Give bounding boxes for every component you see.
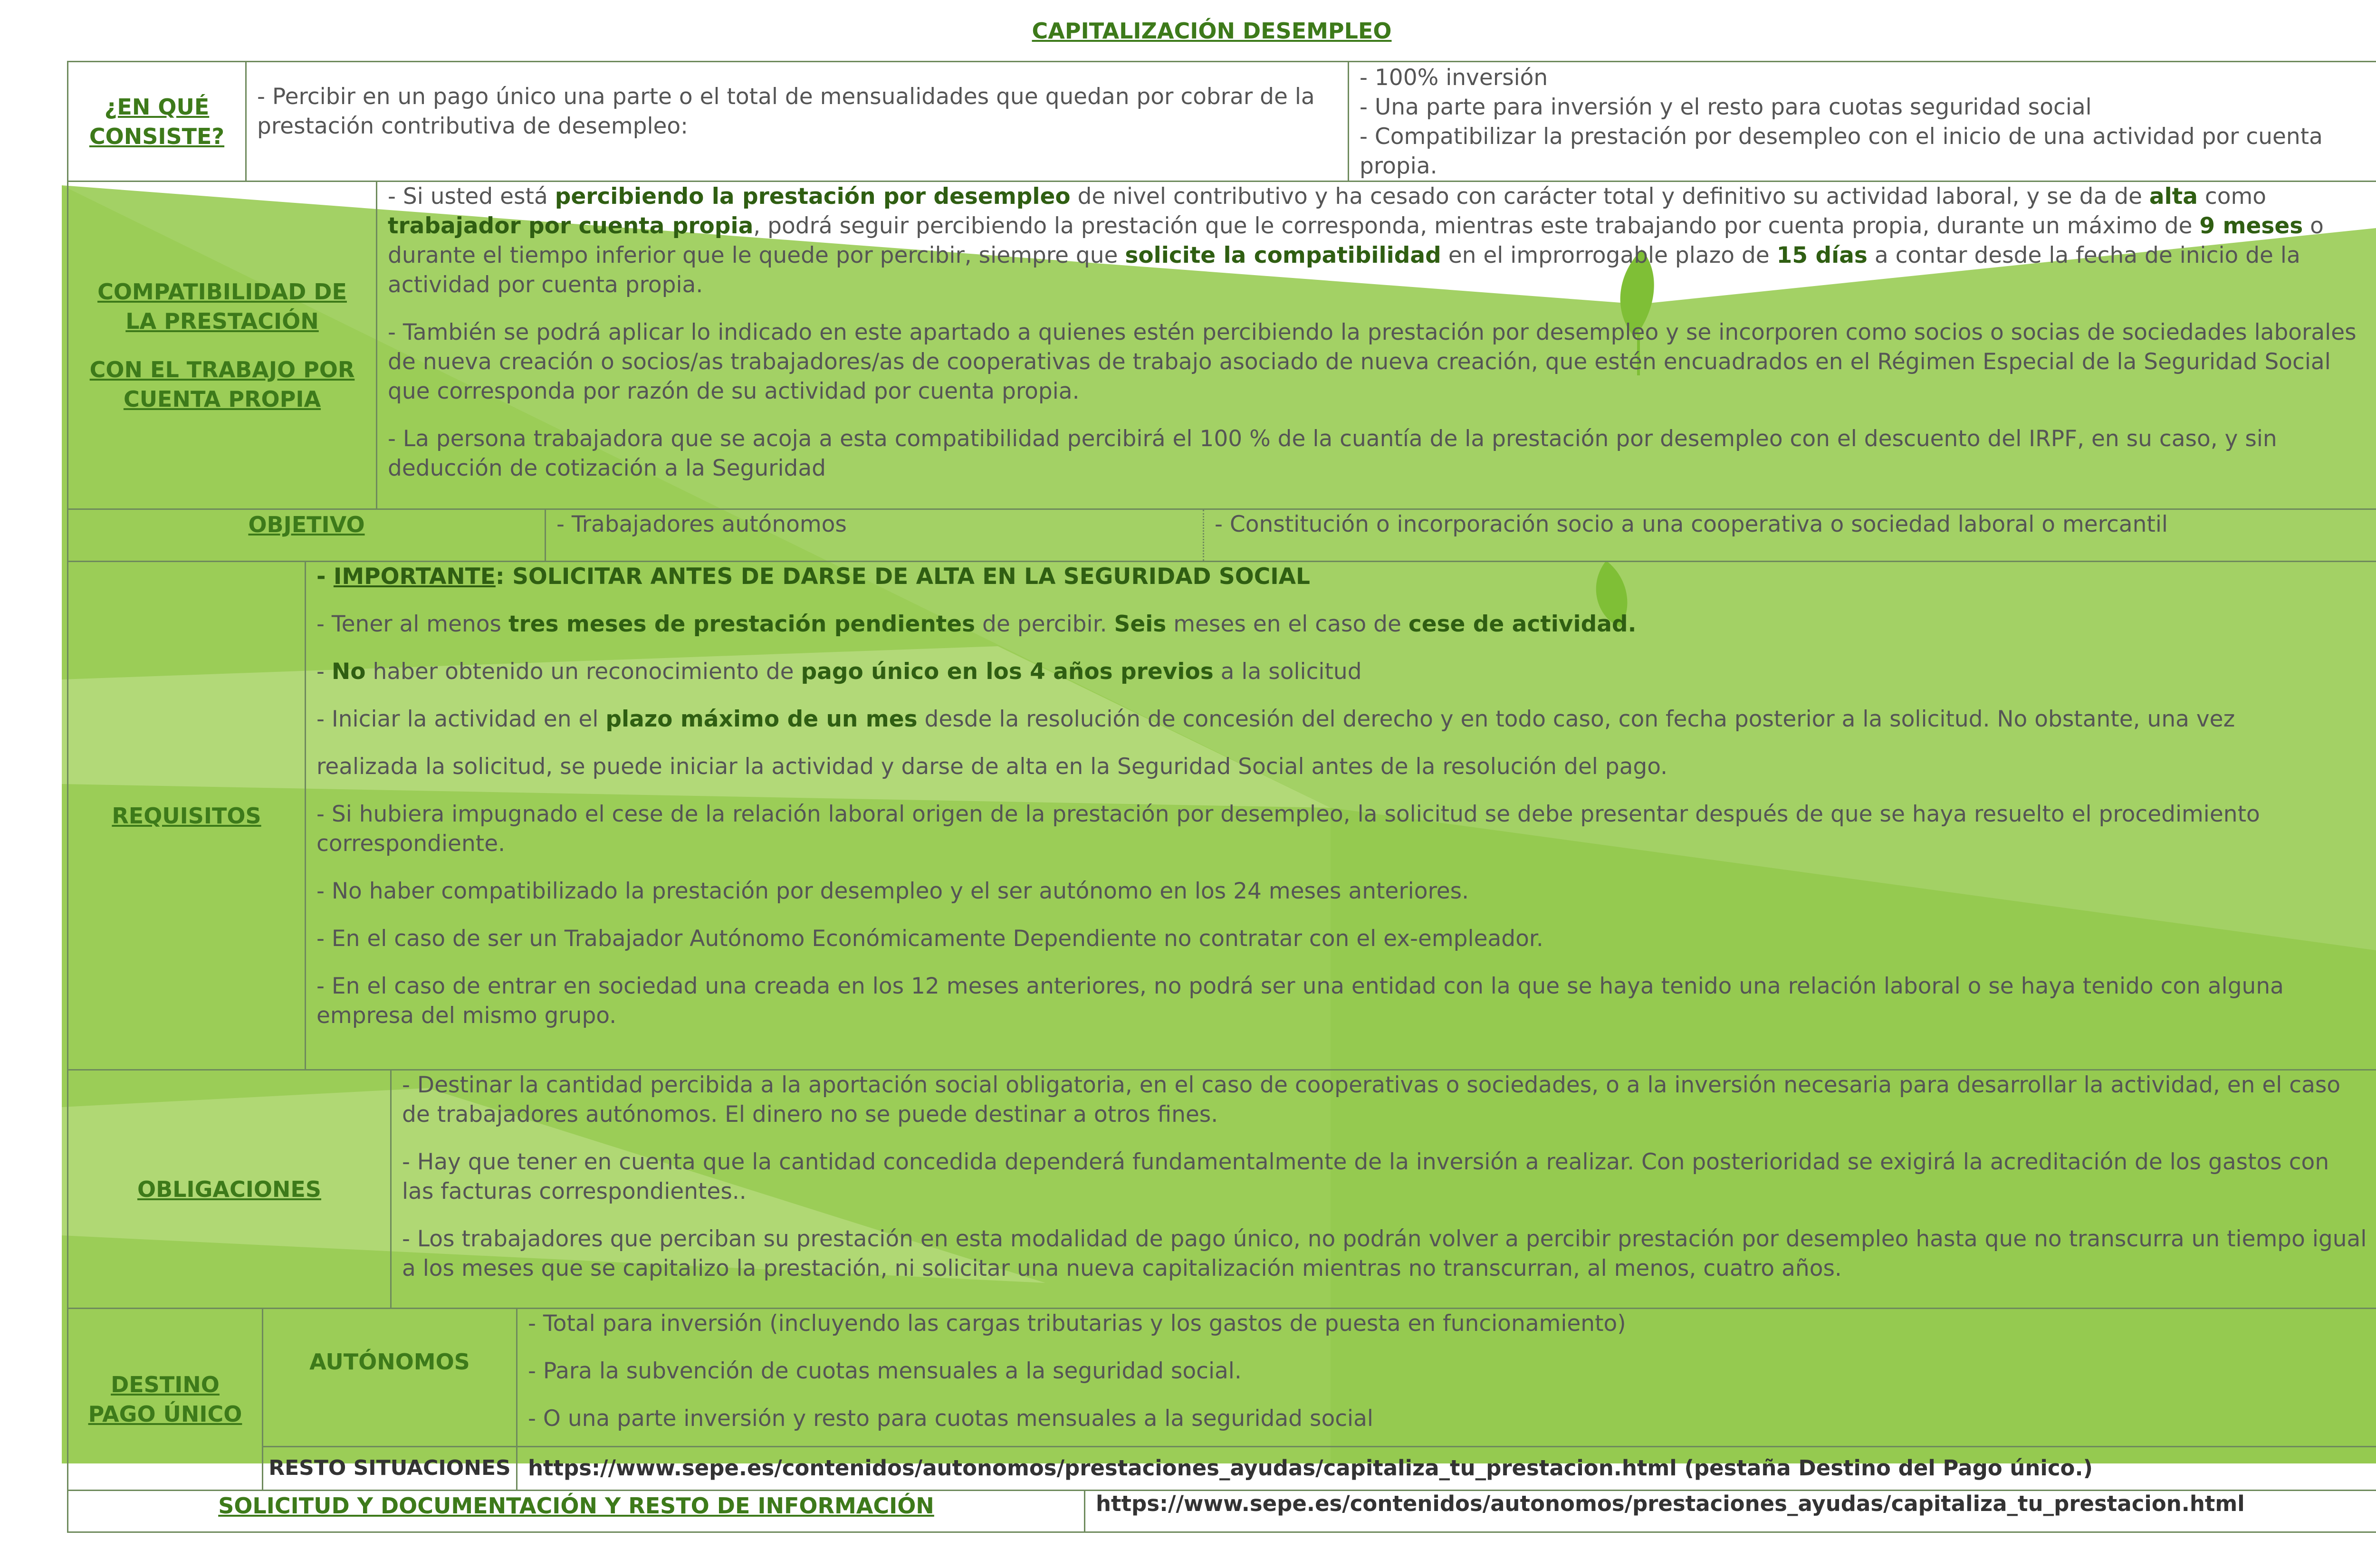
requisito-plazo: - Iniciar la actividad en el plazo máximo de un mes desde la resolución de concesión del derecho y en todo caso, con fecha posterior a la solicitud. No obstante, una vez: [316, 706, 2235, 732]
solicitud-label: [68, 1491, 1085, 1531]
autonomos-subvencion: - Para la subvención de cuotas mensuales a la seguridad social.: [528, 1358, 1242, 1384]
autonomos-parte-inversion: - O una parte inversión y resto para cuotas mensuales a la seguridad social: [528, 1405, 1373, 1432]
autonomos-total-inversion: - Total para inversión (incluyendo las cargas tributarias y los gastos de puesta en funcionamiento): [528, 1310, 1626, 1337]
obligaciones-label-text: OBLIGACIONES: [137, 1176, 321, 1202]
obligaciones-text: [392, 1071, 2376, 1308]
compatibilidad-text: [377, 182, 2376, 508]
row-compatibilidad: [67, 181, 2376, 508]
requisitos-label: [68, 562, 306, 1069]
autonomos-label: [263, 1309, 517, 1446]
compatibilidad-label: [68, 182, 377, 508]
row-destino: [67, 1308, 2376, 1490]
option-inversion-cuotas: - Una parte para inversión y el resto para cuotas seguridad social: [1360, 94, 2092, 120]
row-objetivo: [67, 508, 2376, 561]
page-title: CAPITALIZACIÓN DESEMPLEO: [1032, 18, 1392, 44]
en-que-consiste-label: [68, 62, 247, 181]
destino-label-text: DESTINO PAGO ÚNICO: [88, 1372, 242, 1427]
objetivo-label: [68, 510, 546, 561]
requisito-impugnado: - Si hubiera impugnado el cese de la relación laboral origen de la prestación por desempleo, la solicitud se debe presentar después de que se haya resuelto el procedimiento correspondiente.: [316, 801, 2260, 857]
solicitud-link[interactable]: https://www.sepe.es/contenidos/autonomos/prestaciones_ayudas/capitaliza_tu_prestacion.html: [1096, 1491, 2245, 1516]
row-requisitos: [67, 561, 2376, 1069]
destino-autonomos: [263, 1309, 2376, 1447]
en-que-consiste-paragraph: - Percibir en un pago único una parte o el total de mensualidades que quedan por cobrar de la prestación contributiva de desempleo:: [257, 84, 1315, 139]
compatibilidad-label-line1: COMPATIBILIDAD DE LA PRESTACIÓN: [97, 278, 347, 334]
option-compatibilizar: - Compatibilizar la prestación por desempleo con el inicio de una actividad por cuenta propia.: [1360, 124, 2323, 179]
objetivo-sociedad: [1204, 510, 2376, 561]
destino-resto: [263, 1446, 2376, 1490]
requisito-trade: - En el caso de ser un Trabajador Autónomo Económicamente Dependiente no contratar con el ex-empleador.: [316, 926, 1543, 952]
compat-paragraph-1: - Si usted está percibiendo la prestación por desempleo de nivel contributivo y ha cesado con carácter total y definitivo su actividad laboral, y se da de alta como trabajador por cuenta propia, podrá seguir percibiendo la prestación que le corresponda, mientras este trabajando por cuenta propia, durante un máximo de 9 meses o durante el tiempo inferior que le quede por percibir, siempre que solicite la compatibilidad en el improrrogable plazo de 15 días a contar desde la fecha de inicio de la actividad por cuenta propia.: [388, 183, 2324, 298]
en-que-consiste-text: [247, 62, 1349, 181]
resto-label-text: RESTO SITUACIONES: [268, 1455, 511, 1480]
resto-label: [263, 1446, 517, 1490]
row-obligaciones: [67, 1069, 2376, 1308]
compatibilidad-label-line2: CON EL TRABAJO POR CUENTA PROPIA: [89, 356, 355, 412]
requisitos-text: [306, 562, 2376, 1069]
resto-link[interactable]: https://www.sepe.es/contenidos/autonomos/prestaciones_ayudas/capitaliza_tu_prestacion.html (pestaña Destino del Pago único.): [528, 1455, 2093, 1481]
requisitos-label-text: REQUISITOS: [112, 803, 261, 829]
obligacion-inversion: - Hay que tener en cuenta que la cantidad concedida dependerá fundamentalmente de la inversión a realizar. Con posterioridad se exigirá la acreditación de los gastos con las facturas correspondientes..: [402, 1149, 2329, 1205]
obligacion-no-volver: - Los trabajadores que perciban su prestación en esta modalidad de pago único, no podrán volver a percibir prestación por desempleo hasta que no transcurra un tiempo igual a los meses que se capitalizo la prestación, ni solicitar una nueva capitalización mientras no transcurran, al menos, cuatro años.: [402, 1226, 2367, 1281]
requisito-pago-unico: - No haber obtenido un reconocimiento de pago único en los 4 años previos a la solicitud: [316, 659, 1362, 685]
obligacion-destinar: - Destinar la cantidad percibida a la aportación social obligatoria, en el caso de cooperativas o sociedades, o a la inversión necesaria para desarrollar la actividad, en el caso de trabajadores autónomos. El dinero no se puede destinar a otros fines.: [402, 1072, 2341, 1128]
requisito-importante: - IMPORTANTE: SOLICITAR ANTES DE DARSE DE ALTA EN LA SEGURIDAD SOCIAL: [316, 564, 1311, 590]
requisito-meses: - Tener al menos tres meses de prestación pendientes de percibir. Seis meses en el caso de cese de actividad.: [316, 611, 1637, 637]
en-que-consiste-options: [1349, 62, 2376, 181]
compat-paragraph-2: - También se podrá aplicar lo indicado en este apartado a quienes estén percibiendo la prestación por desempleo y se incorporen como socios o socias de sociedades laborales de nueva creación o socios/as trabajadores/as de cooperativas de trabajo asociado de nueva creación, que estén encuadrados en el Régimen Especial de la Seguridad Social que corresponda por razón de su actividad por cuenta propia.: [388, 319, 2357, 404]
requisito-no-compatibilizado: - No haber compatibilizado la prestación por desempleo y el ser autónomo en los 24 meses anteriores.: [316, 878, 1469, 904]
row-en-que-consiste: [67, 61, 2376, 181]
solicitud-url-cell[interactable]: [1085, 1491, 2376, 1531]
info-table: [67, 61, 2376, 1533]
objetivo-autonomos: [546, 510, 1204, 561]
objetivo-label-text: OBJETIVO: [248, 512, 365, 537]
option-100-inversion: - 100% inversión: [1360, 65, 1548, 91]
objetivo-autonomos-text: - Trabajadores autónomos: [556, 511, 847, 537]
obligaciones-label: [68, 1071, 392, 1308]
destino-label: [68, 1309, 263, 1490]
row-solicitud: [67, 1490, 2376, 1533]
objetivo-sociedad-text: - Constitución o incorporación socio a una cooperativa o sociedad laboral o mercantil: [1215, 511, 2168, 537]
en-que-consiste-label-text: ¿EN QUÉ CONSISTE?: [89, 94, 225, 149]
solicitud-label-text: SOLICITUD Y DOCUMENTACIÓN Y RESTO DE INFORMACIÓN: [218, 1493, 934, 1519]
resto-text[interactable]: [517, 1446, 2376, 1490]
requisito-sociedad: - En el caso de entrar en sociedad una creada en los 12 meses anteriores, no podrá ser una entidad con la que se haya tenido una relación laboral o se haya tenido con alguna empresa del mismo grupo.: [316, 973, 2284, 1029]
requisito-plazo-continuacion: realizada la solicitud, se puede iniciar la actividad y darse de alta en la Seguridad Social antes de la resolución del pago.: [316, 754, 1668, 780]
autonomos-label-text: AUTÓNOMOS: [309, 1349, 470, 1375]
compat-paragraph-3: - La persona trabajadora que se acoja a esta compatibilidad percibirá el 100 % de la cuantía de la prestación por desempleo con el descuento del IRPF, en su caso, y sin deducción de cotización a la Seguridad: [388, 426, 2277, 481]
autonomos-text: [517, 1309, 2376, 1446]
